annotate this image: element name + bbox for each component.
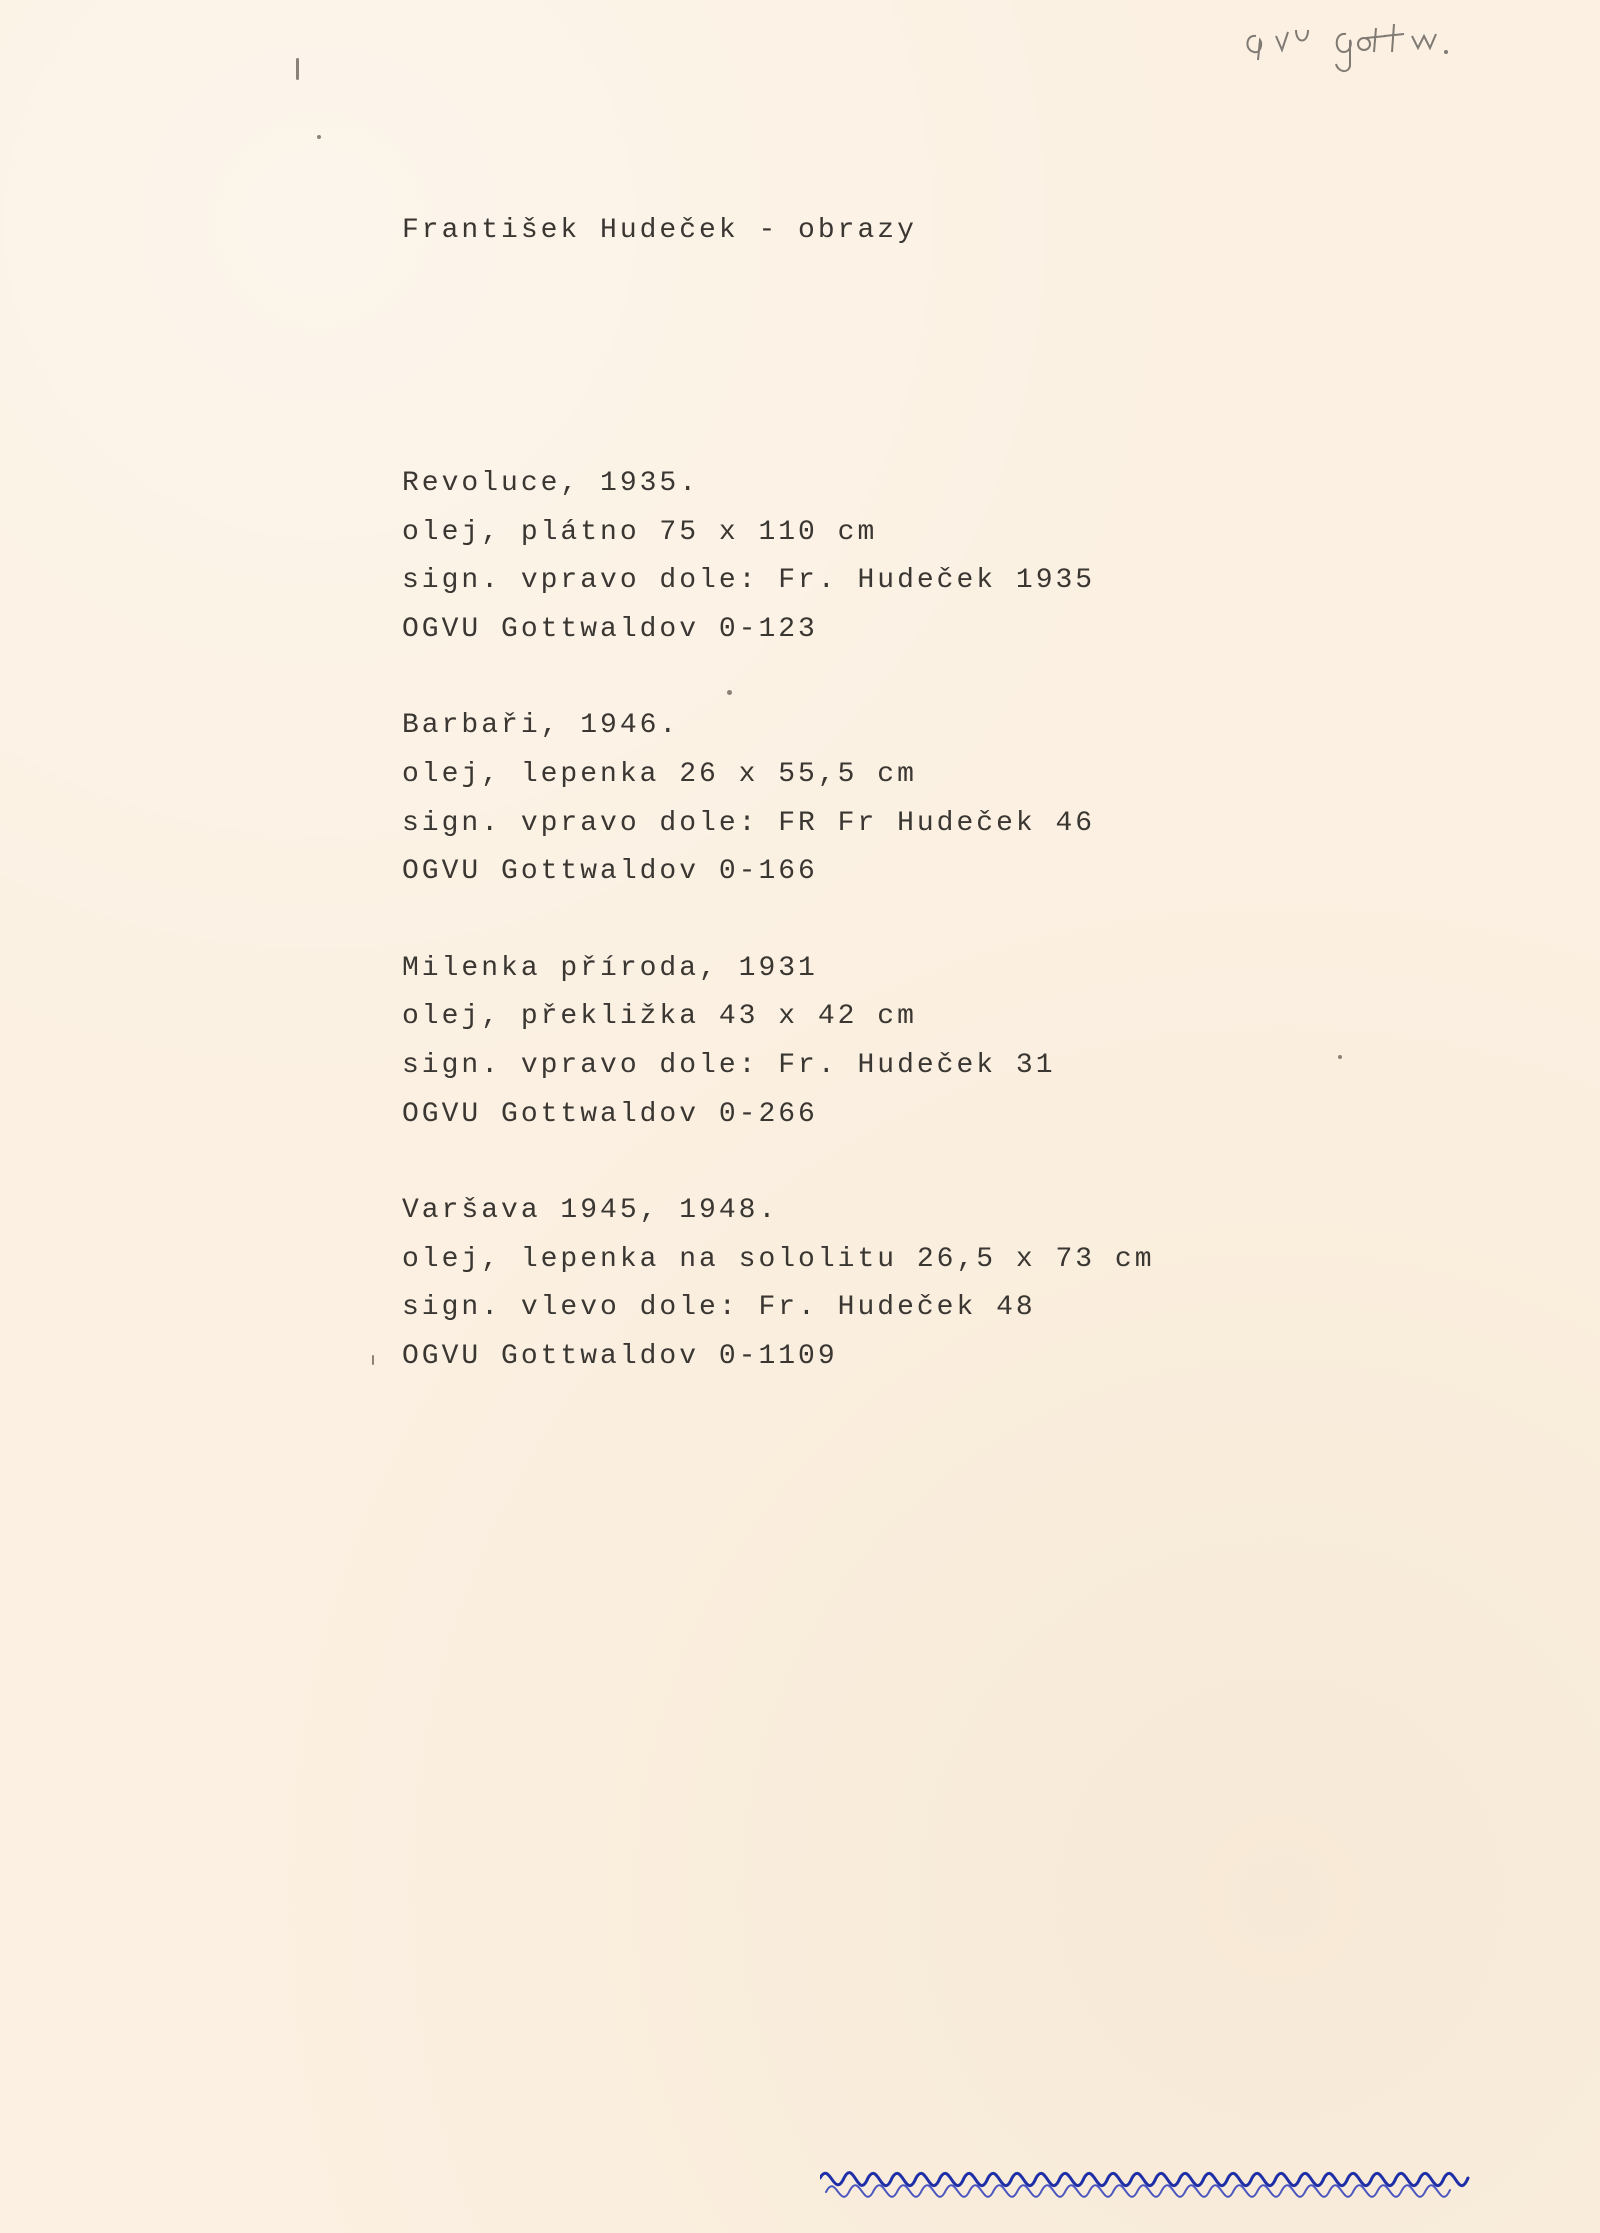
artwork-collection: OGVU Gottwaldov 0-123 <box>402 613 818 645</box>
paper-speck <box>1338 1055 1342 1059</box>
artwork-collection: OGVU Gottwaldov 0-166 <box>402 856 818 888</box>
paper-speck <box>372 1355 374 1365</box>
paper-speck <box>296 58 299 80</box>
artwork-title: Milenka příroda, 1931 <box>402 952 818 984</box>
artwork-entry <box>402 702 1402 896</box>
artwork-list <box>402 460 1402 1430</box>
document-title: František Hudeček - obrazy <box>402 215 917 246</box>
artwork-medium: olej, lepenka na sololitu 26,5 x 73 cm <box>402 1243 1155 1275</box>
artwork-entry <box>402 945 1402 1139</box>
artwork-signature: sign. vlevo dole: Fr. Hudeček 48 <box>402 1292 1036 1324</box>
handwritten-note-mark <box>1238 8 1518 78</box>
handwritten-scribble <box>820 2150 1480 2220</box>
artwork-title: Varšava 1945, 1948. <box>402 1195 779 1227</box>
artwork-title: Barbaři, 1946. <box>402 710 680 742</box>
paper-speck <box>317 135 321 139</box>
artwork-title: Revoluce, 1935. <box>402 468 700 499</box>
artwork-entry <box>402 460 1402 654</box>
paper-speck <box>727 690 732 695</box>
artwork-medium: olej, plátno 75 x 110 cm <box>402 516 878 548</box>
artwork-collection: OGVU Gottwaldov 0-1109 <box>402 1340 838 1372</box>
artwork-entry <box>402 1187 1402 1381</box>
artwork-medium: olej, lepenka 26 x 55,5 cm <box>402 758 917 790</box>
artwork-signature: sign. vpravo dole: Fr. Hudeček 1935 <box>402 565 1096 597</box>
artwork-medium: olej, překližka 43 x 42 cm <box>402 1001 917 1033</box>
artwork-collection: OGVU Gottwaldov 0-266 <box>402 1098 818 1130</box>
artwork-signature: sign. vpravo dole: FR Fr Hudeček 46 <box>402 807 1096 839</box>
artwork-signature: sign. vpravo dole: Fr. Hudeček 31 <box>402 1049 1056 1081</box>
